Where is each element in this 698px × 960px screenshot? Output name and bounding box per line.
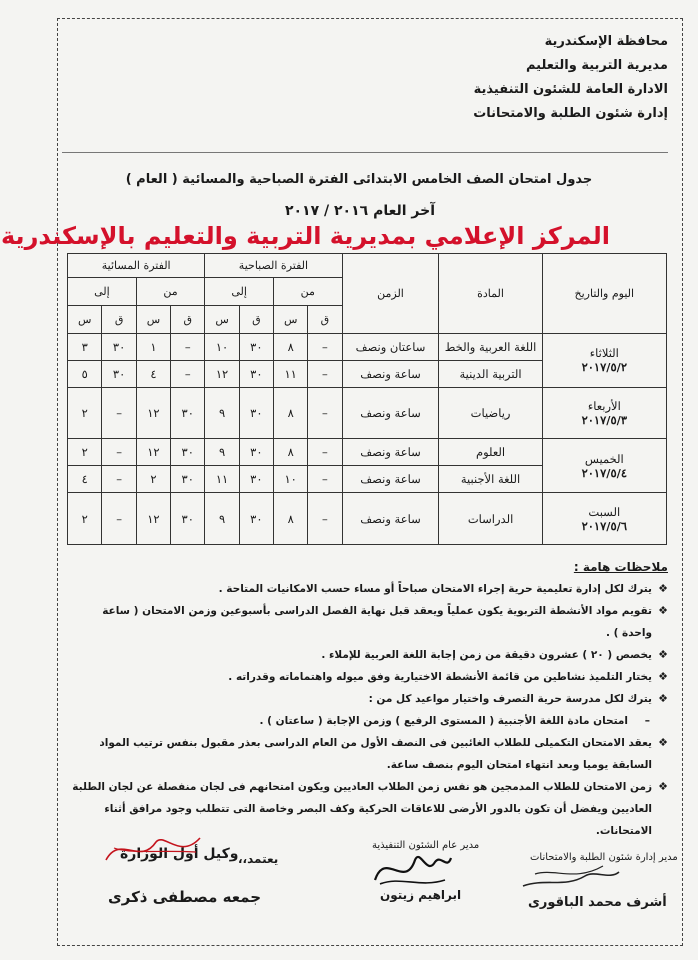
header-hour: س: [205, 306, 239, 334]
time-cell: –: [102, 439, 136, 466]
time-cell: –: [308, 466, 342, 493]
time-cell: ٣٠: [102, 334, 136, 361]
time-cell: –: [102, 493, 136, 545]
note-text: يخصص ( ٢٠ ) عشرون دقيقة من زمن إجابة اللغة العربية للإملاء .: [321, 649, 652, 661]
header-minute: ق: [102, 306, 136, 334]
time-cell: –: [171, 334, 205, 361]
subject-cell: العلوم: [439, 439, 542, 466]
signature-right-name: جمعه مصطفى ذكرى: [108, 888, 262, 906]
header-divider: [62, 152, 668, 153]
header-minute: ق: [239, 306, 273, 334]
day-name: الخميس: [584, 451, 624, 466]
notes-list: [70, 578, 668, 842]
duration-cell: ساعتان ونصف: [342, 334, 439, 361]
handwritten-signature-left: [515, 858, 625, 898]
time-cell: –: [102, 387, 136, 439]
media-center-banner: المركز الإعلامي بمديرية التربية والتعليم بالإسكندرية: [1, 222, 610, 250]
time-cell: –: [308, 493, 342, 545]
header-evening-period: الفترة المسائية: [68, 254, 205, 278]
subject-cell: اللغة العربية والخط: [439, 334, 542, 361]
signature-left-name: أشرف محمد الباقورى: [528, 895, 667, 910]
time-cell: ١٢: [136, 387, 170, 439]
header-morning-period: الفترة الصباحية: [205, 254, 342, 278]
time-cell: –: [102, 466, 136, 493]
table-row: [68, 387, 667, 439]
time-cell: ٣٠: [239, 439, 273, 466]
signature-right-role: وكيل أول الوزارة: [120, 846, 239, 862]
signature-mid-name: ابراهيم زيتون: [380, 888, 462, 902]
exam-date: ٢٠١٧/٥/٦: [581, 518, 628, 533]
letterhead: [473, 30, 668, 126]
time-cell: ٨: [274, 334, 308, 361]
time-cell: ٢: [68, 387, 102, 439]
header-subject: المادة: [439, 254, 542, 334]
day-date-cell: [542, 439, 666, 493]
time-cell: ٣٠: [171, 439, 205, 466]
time-cell: ١٢: [205, 360, 239, 387]
time-cell: ٣٠: [102, 360, 136, 387]
time-cell: ٢: [68, 439, 102, 466]
time-cell: ١: [136, 334, 170, 361]
note-text: يترك لكل مدرسة حرية التصرف واختيار مواعيد كل من :: [368, 693, 652, 705]
note-text: يختار التلميذ نشاطين من قائمة الأنشطة الاختيارية وفق ميوله واهتماماته وقدراته .: [228, 671, 652, 683]
note-text: يعقد الامتحان التكميلى للطلاب الغائبين فى النصف الأول من العام الدراسى بعذر مقبول بنفس ترتيب المواد السابقة يوميا وبعد انتهاء امتحان اليوم بنصف ساعة.: [99, 737, 652, 771]
time-cell: ١٠: [205, 334, 239, 361]
document-title: جدول امتحان الصف الخامس الابتدائى الفترة الصباحية والمسائية ( العام ): [125, 172, 593, 187]
header-day-date: اليوم والتاريخ: [542, 254, 666, 334]
header-hour: س: [136, 306, 170, 334]
time-cell: –: [308, 334, 342, 361]
time-cell: ٢: [68, 493, 102, 545]
note-bullet: ❖: [658, 648, 668, 661]
duration-cell: ساعة ونصف: [342, 466, 439, 493]
duration-cell: ساعة ونصف: [342, 360, 439, 387]
table-row: [68, 334, 667, 361]
handwritten-signature-right: [100, 830, 210, 870]
subject-cell: التربية الدينية: [439, 360, 542, 387]
signature-left-role: مدير إدارة شئون الطلبة والامتحانات: [530, 852, 678, 863]
note-bullet: ❖: [658, 736, 668, 749]
time-cell: ٣٠: [239, 334, 273, 361]
time-cell: –: [171, 360, 205, 387]
notes-title: ملاحظات هامة :: [573, 560, 668, 574]
time-cell: ٣٠: [239, 387, 273, 439]
time-cell: ٥: [68, 360, 102, 387]
time-cell: ٩: [205, 439, 239, 466]
subject-cell: اللغة الأجنبية: [439, 466, 542, 493]
time-cell: ٨: [274, 387, 308, 439]
exam-date: ٢٠١٧/٥/٤: [581, 465, 628, 480]
time-cell: ٩: [205, 493, 239, 545]
time-cell: ١١: [274, 360, 308, 387]
header-hour: س: [274, 306, 308, 334]
time-cell: ١١: [205, 466, 239, 493]
note-item: [70, 600, 668, 644]
time-cell: ١٠: [274, 466, 308, 493]
note-bullet: ❖: [658, 670, 668, 683]
day-name: الثلاثاء: [589, 346, 619, 361]
header-hour: س: [68, 306, 102, 334]
signature-approve-label: يعتمد،،: [238, 852, 279, 866]
time-cell: ٤: [68, 466, 102, 493]
day-date-cell: [542, 387, 666, 439]
letterhead-line-governorate: محافظة الإسكندرية: [544, 34, 668, 49]
note-bullet: ❖: [658, 780, 668, 793]
subject-cell: الدراسات: [439, 493, 542, 545]
signature-mid-role: مدير عام الشئون التنفيذية: [372, 840, 480, 851]
letterhead-line-directorate: مديرية التربية والتعليم: [525, 58, 668, 73]
header-morning-to: إلى: [205, 278, 274, 306]
note-sub-item: [70, 710, 668, 732]
time-cell: ٣٠: [239, 466, 273, 493]
header-evening-to: إلى: [68, 278, 137, 306]
time-cell: ٨: [274, 439, 308, 466]
time-cell: ٨: [274, 493, 308, 545]
exam-date: ٢٠١٧/٥/٣: [581, 413, 628, 428]
day-name: السبت: [588, 504, 621, 519]
time-cell: ٣٠: [239, 360, 273, 387]
note-bullet: ❖: [658, 604, 668, 617]
time-cell: –: [308, 387, 342, 439]
note-item: [70, 578, 668, 600]
note-item: [70, 688, 668, 710]
exam-date: ٢٠١٧/٥/٢: [581, 360, 628, 375]
table-row: [68, 493, 667, 545]
note-item: [70, 666, 668, 688]
duration-cell: ساعة ونصف: [342, 493, 439, 545]
time-cell: –: [308, 439, 342, 466]
time-cell: ٤: [136, 360, 170, 387]
letterhead-line-exams-admin: إدارة شئون الطلبة والامتحانات: [473, 106, 668, 121]
academic-year: آخر العام ٢٠١٦ / ٢٠١٧: [284, 203, 436, 219]
day-date-cell: [542, 334, 666, 388]
note-item: [70, 732, 668, 776]
note-text: يترك لكل إدارة تعليمية حرية إجراء الامتحان صباحاً أو مساء حسب الامكانيات المتاحة .: [218, 583, 652, 595]
header-evening-from: من: [136, 278, 205, 306]
letterhead-line-general-admin: الادارة العامة للشئون التنفيذية: [473, 82, 668, 97]
note-sub-bullet: –: [644, 715, 650, 727]
header-minute: ق: [171, 306, 205, 334]
day-date-cell: [542, 493, 666, 545]
note-text: زمن الامتحان للطلاب المدمجين هو نفس زمن الطلاب العاديين ويكون امتحانهم فى لجان منفصلة عن لجان الطلبة العاديين ويفضل أن تكون بالدور الأرضى للاعاقات الحركية وكف البصر وخاصة التى تتطلب وجود مرافق أثناء الامتحانات.: [72, 781, 652, 837]
time-cell: ٣: [68, 334, 102, 361]
table-row: [68, 439, 667, 466]
time-cell: –: [308, 360, 342, 387]
day-name: الأربعاء: [587, 399, 621, 414]
note-item: [70, 644, 668, 666]
header-duration: الزمن: [342, 254, 439, 334]
note-bullet: ❖: [658, 692, 668, 705]
time-cell: ٣٠: [171, 493, 205, 545]
header-minute: ق: [308, 306, 342, 334]
time-cell: ٣٠: [171, 466, 205, 493]
note-text: تقويم مواد الأنشطة التربوية يكون عملياً ويعقد قبل نهاية الفصل الدراسى بأسبوعين وزمن الامتحان ( ساعة واحدة ) .: [102, 605, 652, 639]
time-cell: ٩: [205, 387, 239, 439]
subject-cell: رياضيات: [439, 387, 542, 439]
note-sub-text: امتحان مادة اللغة الأجنبية ( المستوى الرفيع ) وزمن الإجابة ( ساعتان ) .: [259, 715, 628, 727]
duration-cell: ساعة ونصف: [342, 439, 439, 466]
exam-schedule-table: [67, 253, 667, 545]
time-cell: ٣٠: [171, 387, 205, 439]
time-cell: ١٢: [136, 439, 170, 466]
time-cell: ١٢: [136, 493, 170, 545]
note-bullet: ❖: [658, 582, 668, 595]
header-morning-from: من: [274, 278, 343, 306]
time-cell: ٣٠: [239, 493, 273, 545]
handwritten-signature-middle: [365, 840, 455, 895]
duration-cell: ساعة ونصف: [342, 387, 439, 439]
time-cell: ٢: [136, 466, 170, 493]
